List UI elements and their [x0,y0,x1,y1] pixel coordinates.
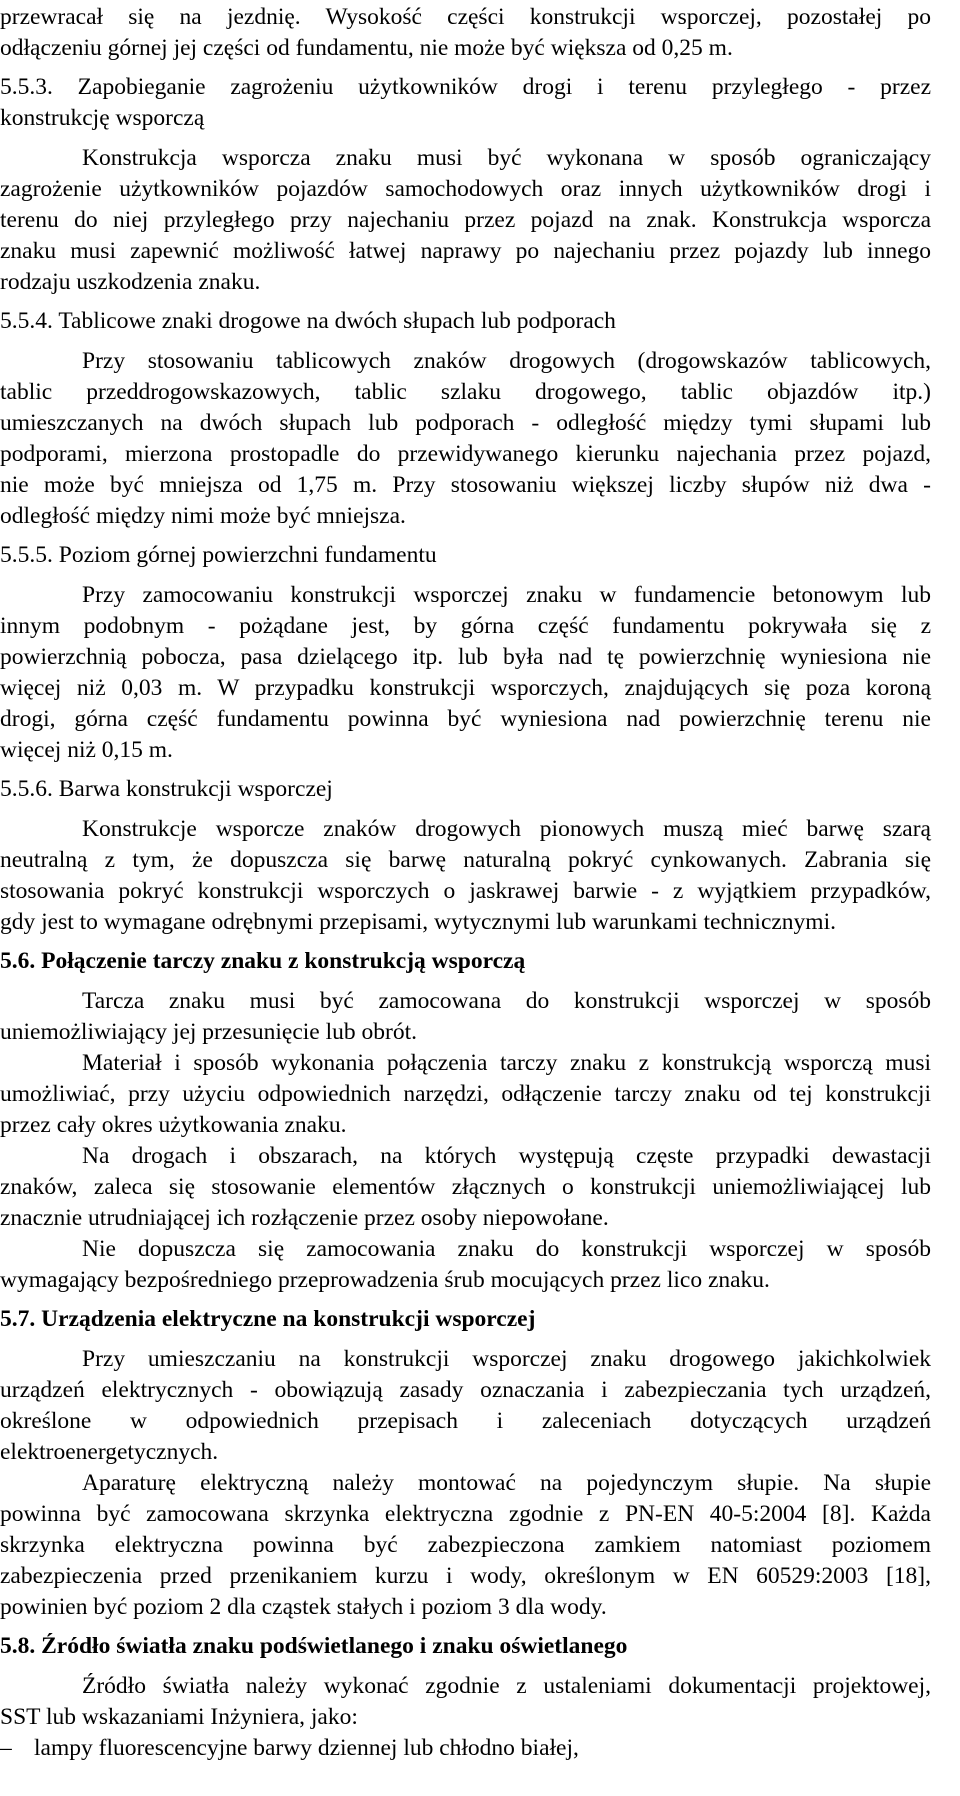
section-heading-5-6: 5.6. Połączenie tarczy znaku z konstrukcją wsporczą [0,948,526,974]
section-number: 5.5.6. [0,776,53,802]
text-line: umieszczanych na dwóch słupach lub podporach - odległość między tymi słupami lub [0,410,931,436]
text-line: elektroenergetycznych. [0,1439,219,1465]
text-line: podporami, mierzona prostopadle do przewidywanego kierunku najechania przez pojazd, [0,441,931,467]
text-line: wymagający bezpośredniego przeprowadzenia śrub mocujących przez lico znaku. [0,1267,770,1293]
text-line: Przy zamocowaniu konstrukcji wsporczej znaku w fundamencie betonowym lub [82,582,931,608]
section-title: Tablicowe znaki drogowe na dwóch słupach lub podporach [52,308,616,334]
text-line: urządzeń elektrycznych - obowiązują zasady oznaczania i zabezpieczania tych urządzeń, [0,1377,931,1403]
text-line: uniemożliwiający jej przesunięcie lub obrót. [0,1019,417,1045]
text-line: zagrożenie użytkowników pojazdów samochodowych oraz innych użytkowników drogi i [0,176,931,202]
text-line: określone w odpowiednich przepisach i zaleceniach dotyczących urządzeń [0,1408,931,1434]
text-line: Źródło światła należy wykonać zgodnie z ustaleniami dokumentacji projektowej, [82,1673,931,1699]
text-line: Tarcza znaku musi być zamocowana do konstrukcji wsporczej w sposób [82,988,931,1014]
section-number: 5.5.5. [0,542,53,568]
dash-bullet-icon: – [0,1735,12,1761]
text-line: powinna być zamocowana skrzynka elektryczna zgodnie z PN-EN 40-5:2004 [8]. Każda [0,1501,931,1527]
section-title: Barwa konstrukcji wsporczej [52,776,333,802]
text-line: Materiał i sposób wykonania połączenia tarczy znaku z konstrukcją wsporczą musi [82,1050,931,1076]
section-title-continued: konstrukcję wsporczą [0,105,205,131]
text-line: gdy jest to wymagane odrębnymi przepisami, wytycznymi lub warunkami technicznymi. [0,909,836,935]
text-line: Konstrukcja wsporcza znaku musi być wykonana w sposób ograniczający [82,145,931,171]
text-line: skrzynka elektryczna powinna być zabezpieczona zamkiem natomiast poziomem [0,1532,931,1558]
text-line: terenu do niej przyległego przy najechaniu przez pojazd na znak. Konstrukcja wsporcza [0,207,931,233]
text-line: znacznie utrudniającej ich rozłączenie przez osoby niepowołane. [0,1205,609,1231]
section-heading-5-7: 5.7. Urządzenia elektryczne na konstrukcji wsporczej [0,1306,536,1332]
text-line: przewracał się na jezdnię. Wysokość części konstrukcji wsporczej, pozostałej po [0,4,931,30]
text-line: stosowania pokryć konstrukcji wsporczych o jaskrawej barwie - z wyjątkiem przypadków, [0,878,931,904]
text-line: Nie dopuszcza się zamocowania znaku do konstrukcji wsporczej w sposób [82,1236,931,1262]
text-line: Na drogach i obszarach, na których występują częste przypadki dewastacji [82,1143,931,1169]
text-line: powierzchnią pobocza, pasa dzielącego itp. lub była nad tę powierzchnię wyniesiona nie [0,644,931,670]
text-line: Aparaturę elektryczną należy montować na pojedynczym słupie. Na słupie [82,1470,931,1496]
text-line: znaku musi zapewnić możliwość łatwej naprawy po najechaniu przez pojazdy lub innego [0,238,931,264]
text-line: SST lub wskazaniami Inżyniera, jako: [0,1704,358,1730]
text-line: Przy umieszczaniu na konstrukcji wsporczej znaku drogowego jakichkolwiek [82,1346,931,1372]
section-heading-5-5-4 [0,306,931,336]
text-line: nie może być mniejsza od 1,75 m. Przy stosowaniu większej liczby słupów niż dwa - [0,472,931,498]
section-number: 5.5.4. [0,308,53,334]
text-line: więcej niż 0,03 m. W przypadku konstrukcji wsporczych, znajdujących się poza koroną [0,675,931,701]
section-heading-5-8: 5.8. Źródło światła znaku podświetlanego i znaku oświetlanego [0,1633,628,1659]
list-item-text: lampy fluorescencyjne barwy dziennej lub chłodno białej, [34,1735,579,1761]
text-line: odległość między nimi może być mniejsza. [0,503,406,529]
text-line: więcej niż 0,15 m. [0,737,173,763]
text-line: tablic przeddrogowskazowych, tablic szlaku drogowego, tablic objazdów itp.) [0,379,931,405]
text-line: rodzaju uszkodzenia znaku. [0,269,261,295]
text-line: umożliwiać, przy użyciu odpowiednich narzędzi, odłączenie tarczy znaku od tej konstrukcji [0,1081,931,1107]
text-line: drogi, górna część fundamentu powinna być wyniesiona nad powierzchnię terenu nie [0,706,931,732]
section-number: 5.5.3. [0,74,53,100]
list-item [0,1733,931,1763]
text-line: innym podobnym - pożądane jest, by górna część fundamentu pokrywała się z [0,613,931,639]
text-line: powinien być poziom 2 dla cząstek stałych i poziom 3 dla wody. [0,1594,607,1620]
section-heading-5-5-3 [0,72,931,102]
text-line: Przy stosowaniu tablicowych znaków drogowych (drogowskazów tablicowych, [82,348,931,374]
section-title: Zapobieganie zagrożeniu użytkowników drogi i terenu przyległego - przez [52,74,931,100]
text-line: przez cały okres użytkowania znaku. [0,1112,347,1138]
text-line: Konstrukcje wsporcze znaków drogowych pionowych muszą mieć barwę szarą [82,816,931,842]
text-line: znaków, zaleca się stosowanie elementów złącznych o konstrukcji uniemożliwiającej lub [0,1174,931,1200]
text-line: neutralną z tym, że dopuszcza się barwę naturalną pokryć cynkowanych. Zabrania się [0,847,931,873]
section-heading-5-5-5 [0,540,931,570]
section-heading-5-5-6 [0,774,931,804]
text-line: odłączeniu górnej jej części od fundamentu, nie może być większa od 0,25 m. [0,35,733,61]
text-line: zabezpieczenia przed przenikaniem kurzu i wody, określonym w EN 60529:2003 [18], [0,1563,931,1589]
section-title: Poziom górnej powierzchni fundamentu [52,542,437,568]
